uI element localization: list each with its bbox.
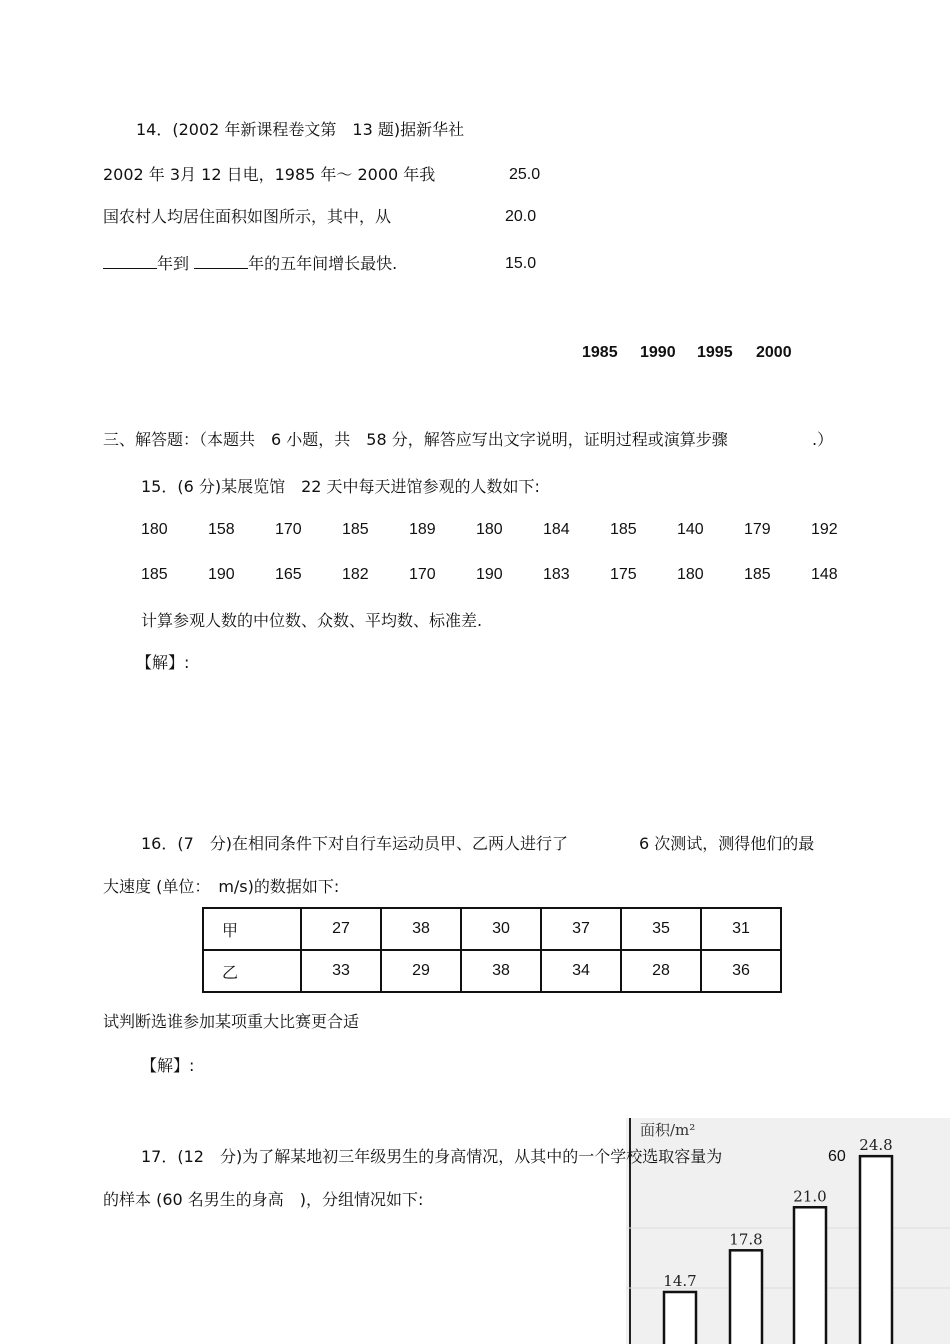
table-cell: 30 [461,908,541,950]
data-cell: 185 [744,566,771,583]
y-tick-20: 20.0 [505,208,537,225]
data-cell: 175 [610,566,637,583]
q17-line1b: 60 [828,1148,846,1165]
data-cell: 180 [141,521,168,538]
data-cell: 185 [141,566,168,583]
speed-table [202,907,782,993]
y-axis-label: 面积/m² [640,1121,696,1139]
bar-value-label: 14.7 [663,1272,697,1290]
x-tick-1990: 1990 [640,344,676,361]
table-cell: 29 [381,950,461,992]
q16-line1b: 6 次测试，测得他们的最 [639,834,815,853]
data-cell: 182 [342,566,369,583]
bar-value-label: 24.8 [859,1136,893,1155]
bar [730,1250,762,1344]
table-cell: 38 [381,908,461,950]
table-cell: 27 [301,908,381,950]
table-cell: 34 [541,950,621,992]
data-cell: 170 [275,521,302,538]
answer-blank-1[interactable] [103,254,157,269]
data-cell: 148 [811,566,838,583]
q17-line2: 的样本 (60 名男生的身高 )，分组情况如下: [103,1190,424,1209]
data-cell: 165 [275,566,302,583]
data-cell: 190 [476,566,503,583]
y-tick-25: 25.0 [509,166,541,183]
section-header-end: .） [812,430,834,449]
data-cell: 183 [543,566,570,583]
q15-intro: 15．(6 分)某展览馆 22 天中每天进馆参观的人数如下: [141,477,540,496]
table-cell: 31 [701,908,781,950]
bar-value-label: 17.8 [729,1230,763,1249]
data-cell: 192 [811,521,838,538]
q15-data-row-1 [0,521,950,543]
data-cell: 185 [610,521,637,538]
q14-line2: 2002 年 3月 12 日电，1985 年～ 2000 年我 [103,165,436,184]
answer-blank-2[interactable] [194,254,248,269]
data-cell: 140 [677,521,704,538]
bar [664,1292,696,1344]
row-label: 乙 [203,950,301,992]
data-cell: 190 [208,566,235,583]
data-cell: 158 [208,521,235,538]
data-cell: 170 [409,566,436,583]
bar-value-label: 21.0 [793,1187,827,1206]
data-cell: 185 [342,521,369,538]
section-header: 三、解答题：（本题共 6 小题，共 58 分，解答应写出文字说明，证明过程或演算步骤 [103,430,728,449]
table-row [203,908,781,950]
bar [860,1156,892,1344]
table-cell: 37 [541,908,621,950]
q15-answer-label: 【解】: [136,653,190,672]
q14-line1: 14．(2002 年新课程卷文第 13 题)据新华社 [136,120,465,139]
q16-line2: 大速度 (单位： m/s)的数据如下: [103,877,340,896]
table-cell: 38 [461,950,541,992]
data-cell: 180 [476,521,503,538]
row-label: 甲 [203,908,301,950]
table-cell: 33 [301,950,381,992]
table-row [203,950,781,992]
q16-line1a: 16．(7 分)在相同条件下对自行车运动员甲、乙两人进行了 [141,834,569,853]
q15-task: 计算参观人数的中位数、众数、平均数、标准差. [141,611,483,630]
x-tick-1995: 1995 [697,344,733,361]
q15-data-row-2 [0,566,950,588]
x-tick-2000: 2000 [756,344,792,361]
x-tick-1985: 1985 [582,344,618,361]
bar [794,1207,826,1344]
data-cell: 180 [677,566,704,583]
table-cell: 35 [621,908,701,950]
data-cell: 189 [409,521,436,538]
table-cell: 28 [621,950,701,992]
q14-line4: 年到 年的五年间增长最快. [103,254,397,274]
q17-line1a: 17．(12 分)为了解某地初三年级男生的身高情况，从其中的一个学校选取容量为 [141,1147,723,1166]
q14-line3: 国农村人均居住面积如图所示，其中，从 [103,207,392,226]
y-tick-15: 15.0 [505,255,537,272]
q16-task: 试判断选谁参加某项重大比赛更合适 [103,1012,360,1031]
table-cell: 36 [701,950,781,992]
q16-answer-label: 【解】: [141,1056,195,1075]
data-cell: 179 [744,521,771,538]
data-cell: 184 [543,521,570,538]
